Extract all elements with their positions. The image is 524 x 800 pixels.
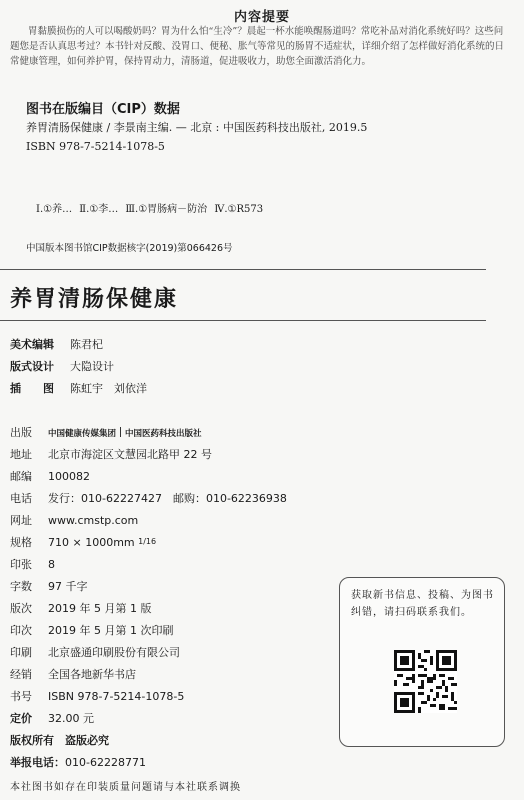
pub-edition — [10, 600, 151, 616]
pub-word-count — [10, 578, 88, 594]
pub-isbn — [10, 688, 184, 704]
pub-label: 书号 — [10, 690, 32, 703]
cip-classification: Ⅰ.①养… Ⅱ.①李… Ⅲ.①胃肠病－防治 Ⅳ.①R573 — [36, 204, 264, 215]
divider — [0, 269, 486, 270]
credit-label: 版式设计 — [10, 360, 54, 373]
qr-card-text: 获取新书信息、投稿、为图书纠错，请扫码联系我们。 — [351, 590, 494, 618]
footer-note: 本社图书如存在印装质量问题请与本社联系调换 — [10, 782, 241, 793]
pub-label: 地址 — [10, 448, 32, 461]
pub-label: 印刷 — [10, 646, 32, 659]
pub-label: 规格 — [10, 536, 32, 549]
pub-sheets — [10, 556, 55, 572]
publisher-group: 中国健康传媒集团 — [48, 429, 117, 439]
pub-address — [10, 446, 212, 462]
pub-label: 字数 — [10, 580, 32, 593]
pub-printer — [10, 644, 180, 660]
pub-website — [10, 512, 138, 528]
credit-illustration — [10, 380, 147, 396]
book-title: 养胃清肠保健康 — [10, 287, 179, 312]
pub-value: ISBN 978-7-5214-1078-5 — [48, 690, 185, 703]
pub-value: 2019 年 5 月第 1 次印刷 — [48, 624, 174, 637]
pub-value: 32.00 元 — [48, 712, 94, 725]
pub-label: 版次 — [10, 602, 32, 615]
format-fraction: 1/16 — [138, 537, 157, 546]
pub-value: 010-62228771 — [65, 756, 146, 769]
pub-publisher — [10, 424, 202, 440]
cip-heading: 图书在版编目（CIP）数据 — [26, 102, 180, 117]
pub-format — [10, 534, 156, 550]
credit-value: 大隐设计 — [70, 360, 114, 373]
cip-data-number: 中国版本图书馆CIP数据核字(2019)第066426号 — [26, 243, 233, 254]
pub-value: www.cmstp.com — [48, 514, 139, 527]
credit-art-editor — [10, 336, 103, 352]
pub-printing — [10, 622, 173, 638]
pub-label: 邮编 — [10, 470, 32, 483]
pub-label: 电话 — [10, 492, 32, 505]
pub-label: 印张 — [10, 558, 32, 571]
pub-value: 发行：010-62227427 邮购：010-62236938 — [48, 492, 287, 505]
pub-value: 盗版必究 — [65, 734, 109, 747]
summary-title: 内容提要 — [233, 10, 290, 25]
pub-value: 97 千字 — [48, 580, 88, 593]
summary-body: 胃黏膜损伤的人可以喝酸奶吗？胃为什么怕“生冷”？晨起一杯水能唤醒肠道吗？常吃补品对消化系统好吗？这些问题您是否认真思考过？本书针对反酸、没胃口、便秘、胀气等常见的肠胃不适症状，详细介绍了怎样做好消化系统的日常健康管理，如何养护胃，保持胃动力，清肠道，促进吸收力，助您全面激活消化力。 — [10, 26, 505, 67]
pub-label: 举报电话： — [10, 756, 65, 769]
pub-copyright — [10, 732, 109, 748]
pub-label: 出版 — [10, 426, 32, 439]
pub-value: 北京市海淀区文慧园北路甲 22 号 — [48, 448, 212, 461]
credit-label: 插 图 — [10, 382, 54, 395]
pub-label: 经销 — [10, 668, 32, 681]
pub-value: 北京盛通印刷股份有限公司 — [48, 646, 180, 659]
pub-value: 100082 — [48, 470, 90, 483]
pub-value: 710 × 1000mm — [48, 536, 135, 549]
credit-value: 陈虹宇 刘依洋 — [70, 382, 147, 395]
credit-value: 陈君杞 — [70, 338, 103, 351]
pub-value: 2019 年 5 月第 1 版 — [48, 602, 152, 615]
pub-value: 8 — [48, 558, 55, 571]
credit-label: 美术编辑 — [10, 338, 54, 351]
pub-label: 版权所有 — [10, 734, 54, 747]
pub-price — [10, 710, 94, 726]
pub-value: 全国各地新华书店 — [48, 668, 136, 681]
pub-label: 定价 — [10, 712, 32, 725]
pub-label: 网址 — [10, 514, 32, 527]
cip-isbn-line: ISBN 978-7-5214-1078-5 — [26, 140, 165, 153]
pub-report-phone — [10, 754, 146, 770]
pub-phone — [10, 490, 287, 506]
cip-title-line: 养胃清肠保健康 / 李景南主编. — 北京 : 中国医药科技出版社, 2019.5 — [26, 121, 368, 134]
pub-postcode — [10, 468, 90, 484]
pub-label: 印次 — [10, 624, 32, 637]
publisher-name: 中国医药科技出版社 — [125, 429, 202, 439]
credit-layout-design — [10, 358, 114, 374]
divider — [0, 320, 486, 321]
pub-distributor — [10, 666, 136, 682]
separator — [120, 427, 121, 437]
qr-code-icon[interactable] — [394, 650, 457, 713]
